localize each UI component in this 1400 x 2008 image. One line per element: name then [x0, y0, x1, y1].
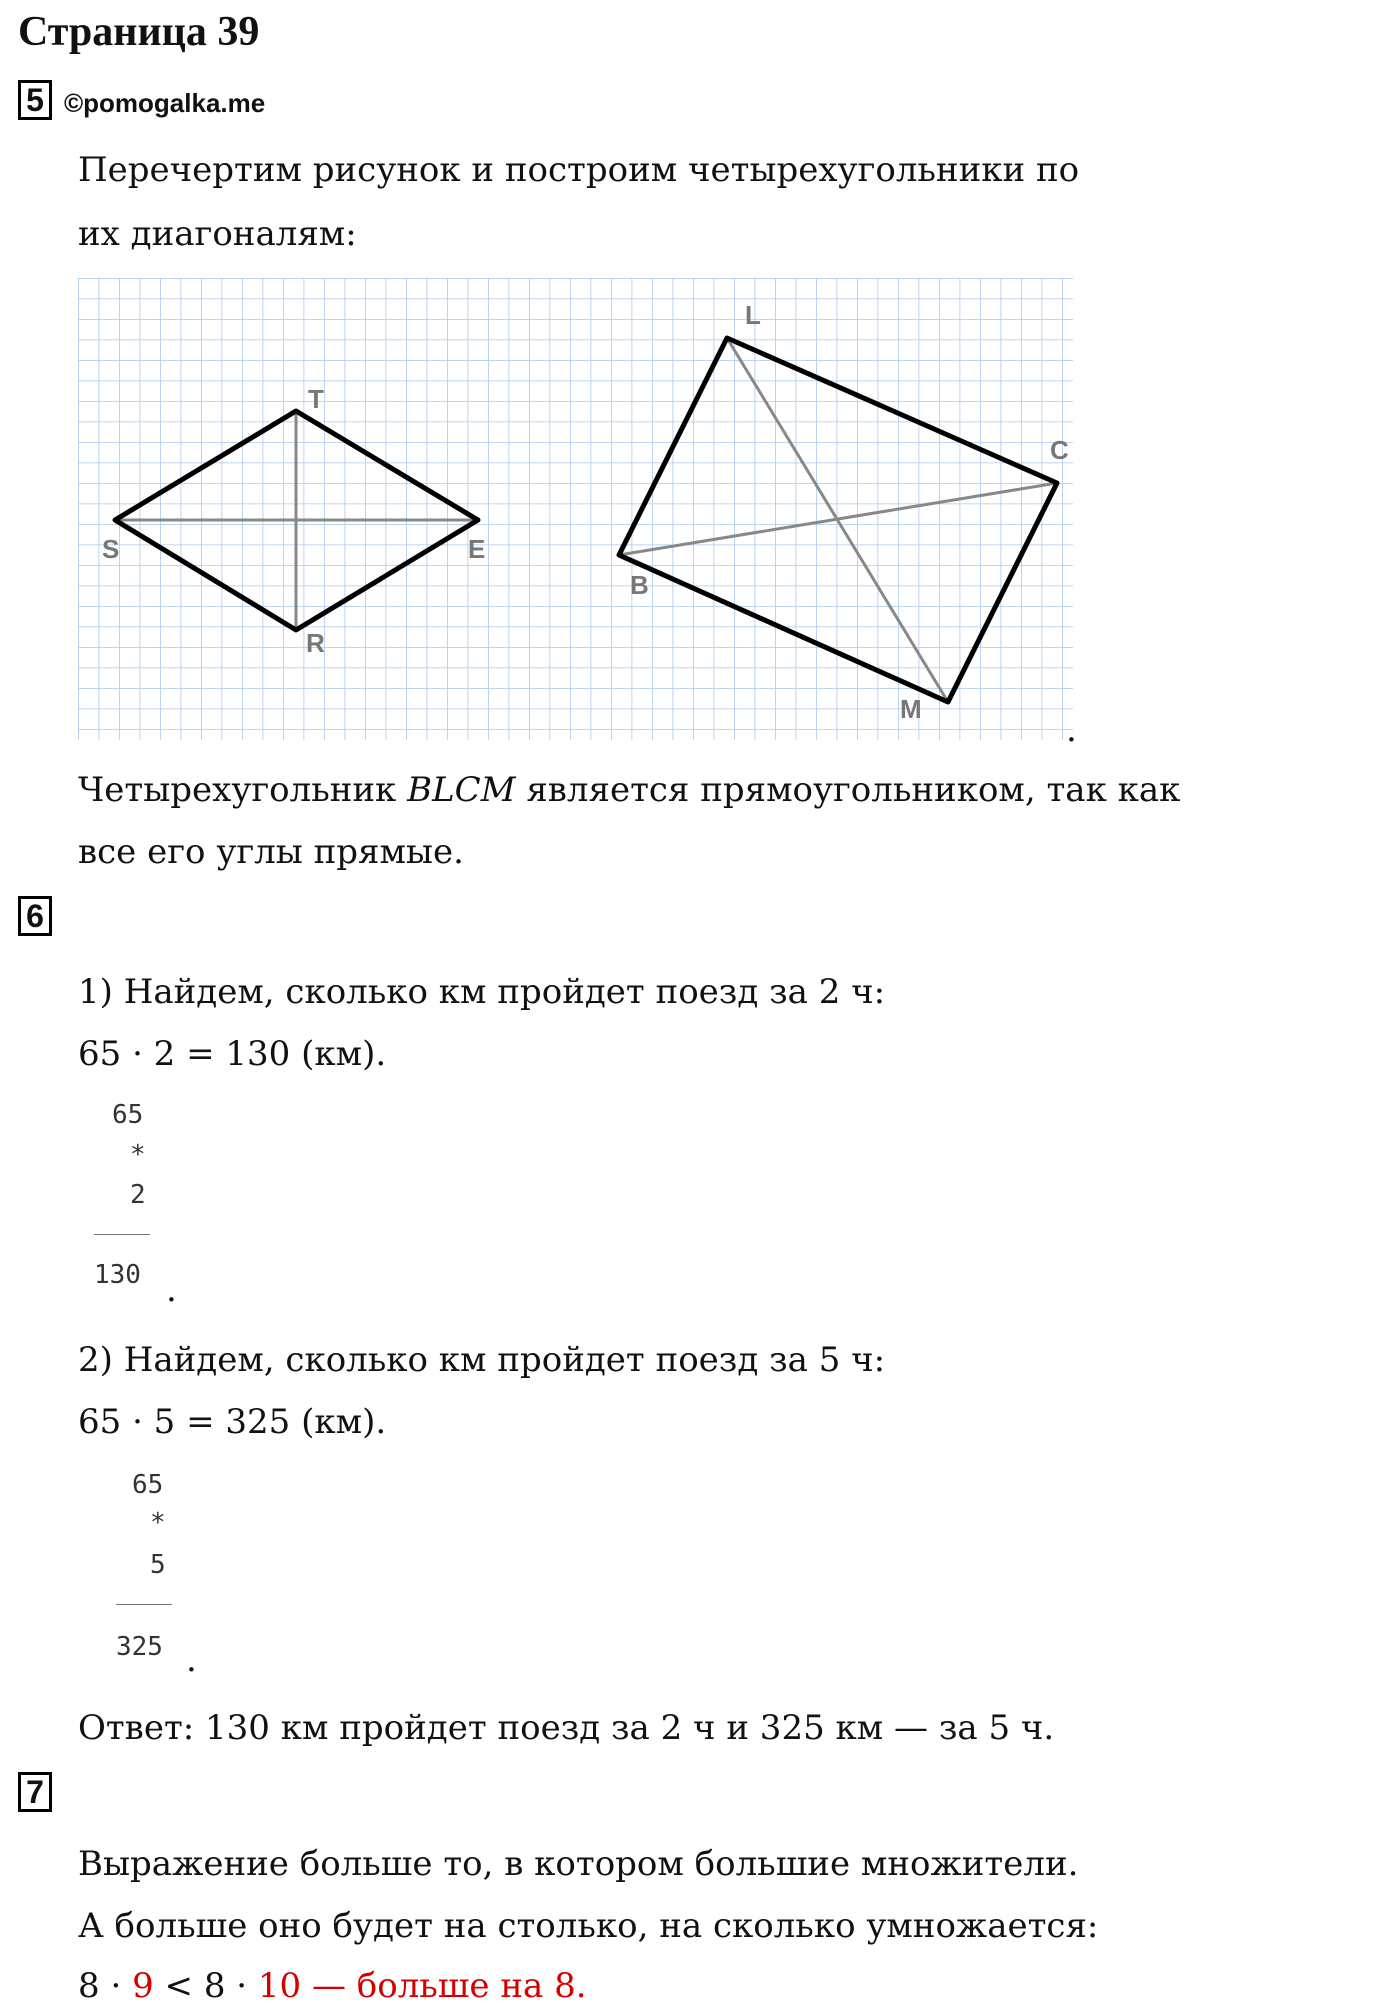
label-m: M [900, 694, 922, 724]
task-5-number: 5 [18, 80, 52, 120]
conclusion-prefix: Четырехугольник [78, 770, 408, 810]
col2-operator: * [150, 1508, 166, 1538]
task-5-conclusion-line-2: все его углы прямые. [78, 832, 464, 872]
label-r: R [306, 628, 325, 658]
task-7-text-line-2: А больше оно будет на столько, на сколько умножается: [78, 1906, 1099, 1946]
task-6-step-2: 2) Найдем, сколько км пройдет поезд за 5 ч: [78, 1340, 886, 1380]
col1-operator: * [130, 1140, 146, 1170]
expr-right-a: 8 · [203, 1966, 258, 2006]
task-5-text-line-2: их диагоналям: [78, 214, 357, 254]
task-6-equation-2: 65 · 5 = 325 (км). [78, 1402, 387, 1442]
col1-multiplicand: 65 [112, 1100, 144, 1130]
label-c: C [1050, 435, 1069, 465]
col2-multiplicand: 65 [132, 1470, 164, 1500]
col1-result: 130 [94, 1260, 141, 1290]
col2-multiplier: 5 [150, 1550, 166, 1580]
task-6-answer: Ответ: 130 км пройдет поезд за 2 ч и 325 км — за 5 ч. [78, 1708, 1055, 1748]
task-7-number: 7 [18, 1772, 52, 1812]
page-title: Страница 39 [18, 9, 260, 55]
quadrilateral-name: BLCM [407, 770, 516, 810]
expr-left-a: 8 · [78, 1966, 133, 2006]
label-b: B [630, 570, 649, 600]
label-e: E [468, 534, 486, 564]
watermark: ©pomogalka.me [64, 88, 266, 118]
task-6-number: 6 [18, 896, 52, 936]
col1-multiplier: 2 [130, 1180, 146, 1210]
expr-left-b: 9 [132, 1966, 154, 2006]
label-l: L [745, 300, 761, 330]
conclusion-suffix: является прямоугольником, так как [515, 770, 1181, 810]
grid-background [78, 278, 1073, 740]
figure-end-dot: . [1066, 710, 1077, 750]
task-7-expression [78, 1966, 587, 2006]
label-t: T [308, 384, 324, 414]
col2-result: 325 [116, 1632, 163, 1662]
col2-dot: . [186, 1640, 197, 1680]
task-5-text-line-1: Перечертим рисунок и построим четырехугольники по [78, 150, 1080, 190]
quadrilaterals-figure [78, 278, 1078, 740]
col1-dot: . [166, 1270, 177, 1310]
task-5-conclusion-line-1 [78, 770, 1180, 810]
task-6-equation-1: 65 · 2 = 130 (км). [78, 1034, 387, 1074]
task-6-step-1: 1) Найдем, сколько км пройдет поезд за 2 ч: [78, 972, 886, 1012]
expr-right-b: 10 — больше на 8. [257, 1966, 587, 2006]
col2-rule [116, 1604, 172, 1605]
col1-rule [94, 1234, 150, 1235]
label-s: S [102, 534, 120, 564]
expr-compare: < [153, 1966, 204, 2006]
task-7-text-line-1: Выражение больше то, в котором большие множители. [78, 1844, 1079, 1884]
